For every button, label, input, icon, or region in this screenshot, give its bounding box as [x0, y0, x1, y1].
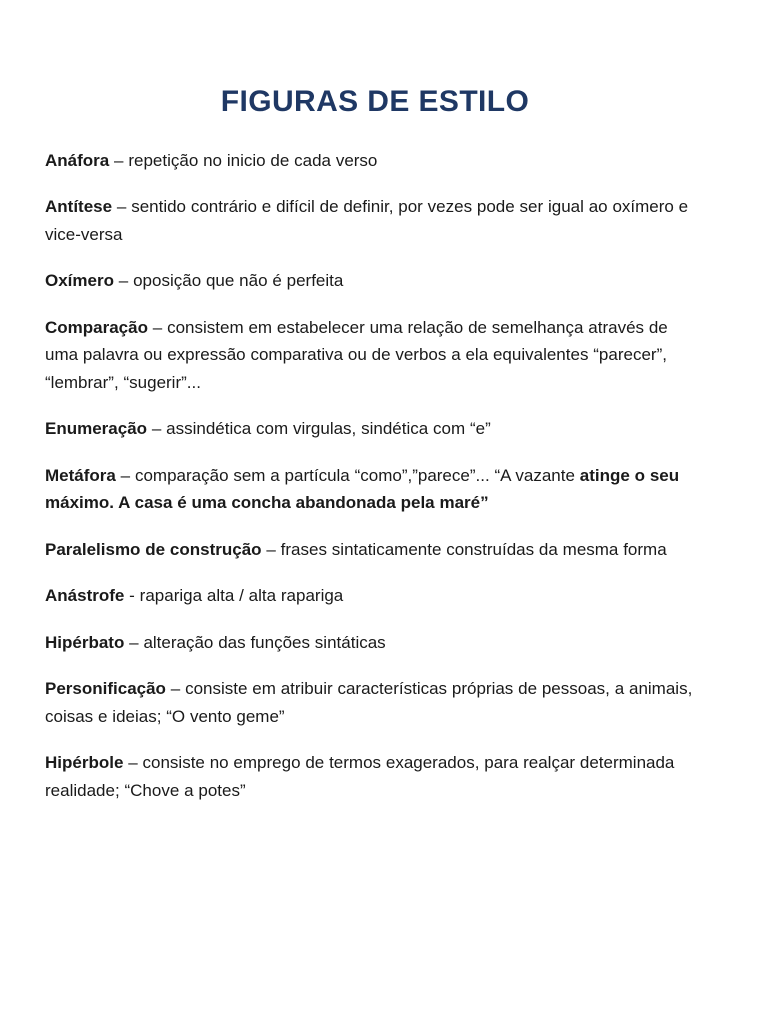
figure-entry: [45, 582, 705, 610]
figure-term: Metáfora: [45, 465, 116, 485]
figure-definition-emphasis: atinge o seu máximo. A casa é uma concha abandonada pela maré”: [45, 465, 680, 513]
figure-separator: –: [113, 271, 134, 291]
figure-entry: [45, 749, 705, 804]
figure-separator: –: [165, 679, 186, 699]
figure-separator: –: [109, 150, 129, 170]
figure-entry: [45, 415, 705, 443]
figure-term: Comparação: [45, 317, 148, 337]
figure-definition: oposição que não é perfeita: [133, 271, 344, 291]
figure-entry: [45, 629, 705, 657]
figure-separator: –: [123, 753, 143, 773]
figure-separator: -: [124, 586, 140, 606]
figure-separator: –: [147, 317, 168, 337]
figure-definition: sentido contrário e difícil de definir, por vezes pode ser igual ao oxímero e vice-versa: [45, 197, 689, 244]
figure-separator: –: [261, 539, 281, 559]
figure-separator: –: [124, 632, 144, 652]
figure-term: Hipérbato: [45, 632, 125, 652]
figures-of-speech-list: [45, 147, 705, 805]
figure-separator: –: [115, 465, 135, 485]
figure-separator: –: [147, 419, 167, 439]
figure-term: Paralelismo de construção: [45, 539, 262, 559]
figure-term: Hipérbole: [45, 753, 124, 773]
page-title: FIGURAS DE ESTILO: [220, 85, 530, 118]
figure-definition: consiste em atribuir características próprias de pessoas, a animais, coisas e ideias; “O vento geme”: [45, 679, 693, 726]
figure-entry: [45, 193, 705, 248]
figure-entry: [45, 314, 705, 397]
figure-term: Enumeração: [45, 419, 148, 439]
figure-definition: assindética com virgulas, sindética com “e”: [166, 419, 491, 439]
figure-entry: [45, 536, 705, 564]
figure-entry: [45, 675, 705, 730]
figure-definition: repetição no inicio de cada verso: [128, 150, 378, 170]
figure-entry: [45, 147, 705, 175]
figure-separator: –: [112, 197, 132, 217]
figure-definition: alteração das funções sintáticas: [143, 632, 386, 652]
figure-definition: rapariga alta / alta rapariga: [139, 586, 344, 606]
figure-term: Anáfora: [45, 150, 110, 170]
figure-term: Antítese: [45, 197, 113, 217]
figure-definition: consistem em estabelecer uma relação de semelhança através de uma palavra ou expressão comparativa ou de verbos a ela equivalentes “parecer”, “lembrar”, “sugerir”...: [45, 317, 668, 392]
figure-entry: [45, 267, 705, 295]
figure-term: Oxímero: [45, 271, 114, 291]
figure-definition: frases sintaticamente construídas da mesma forma: [280, 539, 667, 559]
figure-entry: [45, 462, 705, 517]
figure-definition: consiste no emprego de termos exagerados, para realçar determinada realidade; “Chove a potes”: [45, 753, 675, 800]
figure-term: Anástrofe: [45, 586, 125, 606]
figure-term: Personificação: [45, 679, 166, 699]
figure-definition: comparação sem a partícula “como”,”parece”... “A vazante: [134, 465, 580, 485]
